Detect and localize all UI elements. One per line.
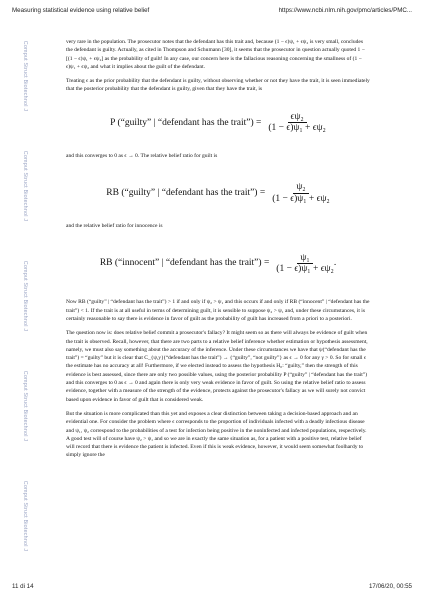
paragraph: Treating ϵ as the prior probability that the defendant is guilty, without observing whether or not they have the trait, it is seen immediately that the posterior probability that the defendant is guilty, given that they have the trait, is <box>66 78 370 93</box>
paragraph: very rare in the population. The prosecutor notes that the defendant has this trait and, because (1 − ϵ)ψ₁ + ϵψ₂ is very small, concludes the defendant is guilty. Actually, as cited in Thompson and Schumann [30], it seems that the prosecutor in question actually quoted 1 − [(1 − ϵ)ψ₁ + ϵψ₂] as the probability of guilt! In any case, our concern here is the fallacious reasoning concerning the smallness of (1 − ϵ)ψ₁ + ϵψ₂ and what it implies about the guilt of the defendant. <box>66 39 365 70</box>
journal-watermark: Comput Struct Biotechnol J <box>22 480 28 552</box>
equation-fraction <box>268 113 326 133</box>
equation-denominator: (1 − ϵ)ψ₁ + ϵψ₂ <box>272 193 330 204</box>
equation-denominator: (1 − ϵ)ψ₁ + ϵψ₂ <box>276 263 334 274</box>
equation-lhs: RB (“innocent” | “defendant has the trait”) = <box>99 258 270 269</box>
page-number: 11 di 14 <box>12 583 34 590</box>
equation-period: . <box>333 258 337 269</box>
journal-watermark: Comput Struct Biotechnol J <box>22 260 28 332</box>
paragraph: But the situation is more complicated than this yet and exposes a clear distinction between taking a decision-based approach and an evidential one. For consider the problem where ϵ corresponds to the proportion of individuals infected with a deadly infectious disease and ψ₁, ψ₂ correspond to the probabilities of a test for infection being positive in the noninfected and infected populations, respectively. A good test will of course have ψ₂ > ψ₁ and so we are in exactly the same situation as, for a patient with a positive test, relative belief will record that there is evidence the patient is infected. Even if this is weak evidence, however, it would seem somewhat foolhardy to simply ignore the <box>66 410 367 459</box>
equation-posterior-guilt <box>66 100 370 146</box>
page-title: Measuring statistical evidence using relative belief <box>12 7 150 14</box>
page-url[interactable]: https://www.ncbi.nlm.nih.gov/pmc/articles/PMC... <box>278 7 412 14</box>
equation-rb-innocence <box>66 240 370 286</box>
equation-fraction <box>276 252 337 274</box>
paragraph: The question now is: does relative belief commit a prosecutor's fallacy? It might seem so as there will always be evidence of guilt when the trait is observed. Recall, however, that there are two parts to a relative belief inference whether estimation or hypothesis assessment, namely, we must also say something about the accuracy of the inference. Under these circumstances we have that ψ(“defendant has the trait”) = “guilty” but it is clear that C_{ψ,y}(“defendant has the trait”) → {“guilty”, “not guilty”} as ϵ → 0 for any γ > 0. So for small ϵ the estimate has no accuracy at all! Furthermore, if we elected instead to assess the hypothesis H₀: “guilty,” then the strength of this evidence is best assessed, since there are only two possible values, using the posterior probability P (“guilty” | “defendant has the trait”) and this converges to 0 as ϵ → 0 and again there is only very weak evidence in favor of guilt. So using the relative belief ratio to assess evidence, together with a measure of the strength of the evidence, protects against the prosecutor's fallacy as we will surely not convict based upon evidence in favor of guilt that is considered weak. <box>66 330 368 403</box>
equation-numerator: ψ₁ <box>297 254 312 264</box>
journal-watermark: Comput Struct Biotechnol J <box>22 370 28 442</box>
equation-numerator: ϵψ₂ <box>288 113 307 123</box>
equation-lhs: RB (“guilty” | “defendant has the trait”) = <box>106 187 266 198</box>
equation-fraction <box>272 183 330 203</box>
paragraph: and this converges to 0 as ϵ → 0. The relative belief ratio for guilt is <box>66 152 218 159</box>
equation-denominator: (1 − ϵ)ψ₁ + ϵψ₂ <box>268 123 326 134</box>
print-datetime: 17/06/20, 00:55 <box>368 583 412 590</box>
article-body <box>66 38 370 466</box>
journal-watermark-strip <box>18 40 32 550</box>
paragraph: and the relative belief ratio for innocence is <box>66 223 163 230</box>
journal-watermark: Comput Struct Biotechnol J <box>22 150 28 222</box>
equation-rb-guilt <box>66 170 370 216</box>
paragraph: Now RB (“guilty” | “defendant has the trait”) > 1 if and only if ψ₂ > ψ₁ and this occurs if and only if RB (“innocent” | “defendant has the trait”) < 1. If the trait is at all useful in terms of determining guilt, it is sensible to suppose ψ₂ > ψ₁ and, under these circumstances, it is certainly reasonable to say there is evidence in favor of guilt as the probability of guilt has increased from a priori to a posteriori. <box>66 299 370 322</box>
equation-lhs: P (“guilty” | “defendant has the trait”) = <box>110 117 262 128</box>
equation-numerator: ψ₂ <box>293 183 308 193</box>
journal-watermark: Comput Struct Biotechnol J <box>22 40 28 112</box>
